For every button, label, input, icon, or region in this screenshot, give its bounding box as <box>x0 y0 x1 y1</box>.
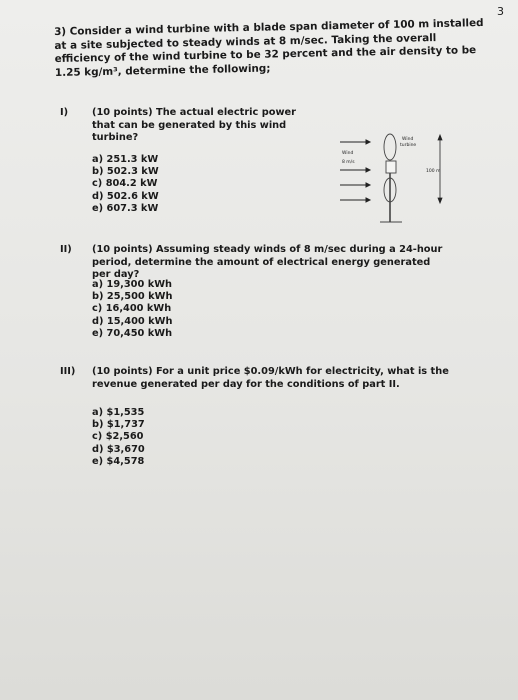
choice-3e: e) $4,578 <box>92 455 145 467</box>
wind-arrowhead-1 <box>366 140 370 144</box>
wind-arrowhead-3 <box>366 183 370 187</box>
turbine-label-line1: Wind <box>402 137 414 142</box>
wind-arrowhead-2 <box>366 168 370 172</box>
choice-2e: e) 70,450 kWh <box>92 327 173 339</box>
span-label: 100 m <box>426 169 441 174</box>
part-1-choices <box>92 154 159 215</box>
part-3-question <box>92 366 452 391</box>
turbine-label-line2: turbine <box>400 143 417 148</box>
wind-speed-label: 8 m/s <box>342 160 355 165</box>
choice-2a: a) 19,300 kWh <box>92 279 173 290</box>
wind-arrowhead-4 <box>366 198 370 202</box>
choice-1c: c) 804.2 kW <box>92 178 158 190</box>
part-1-points: (10 points) <box>92 107 153 118</box>
choice-3d: d) $3,670 <box>92 443 145 455</box>
wind-label: Wind <box>342 151 354 156</box>
choice-2d: d) 15,400 kWh <box>92 315 173 327</box>
part-1-numeral: I) <box>60 107 69 118</box>
choice-1b: b) 502.3 kW <box>92 166 159 178</box>
choice-3c: c) $2,560 <box>92 431 144 443</box>
part-2-question <box>92 244 452 282</box>
problem-statement: 3) Consider a wind turbine with a blade span diameter of 100 m installed at a site subjected to steady winds at 8 m/sec. Taking the overall efficiency of the wind turbine to be 32 percent and the air density to be 1.25 kg/m³, determine the following; <box>54 17 484 79</box>
turbine-rotor <box>380 134 402 222</box>
wind-turbine-figure <box>336 132 476 232</box>
part-1-question-text: The actual electric power that can be generated by this wind turbine? <box>92 107 296 143</box>
part-2-points: (10 points) <box>92 244 153 255</box>
part-3-points: (10 points) <box>92 366 153 377</box>
part-3-choices <box>92 407 145 468</box>
choice-2b: b) 25,500 kWh <box>92 291 173 303</box>
choice-3a: a) $1,535 <box>92 407 145 418</box>
choice-1e: e) 607.3 kW <box>92 202 159 214</box>
page-number: 3 <box>497 5 504 18</box>
part-2-question-text: Assuming steady winds of 8 m/sec during a 24-hour period, determine the amount of electrical energy generated per day? <box>92 244 443 280</box>
choice-1a: a) 251.3 kW <box>92 154 159 165</box>
part-2-choices <box>92 279 172 340</box>
choice-2c: c) 16,400 kWh <box>92 303 172 315</box>
choice-1d: d) 502.6 kW <box>92 190 159 202</box>
part-3-numeral: III) <box>60 366 76 377</box>
choice-3b: b) $1,737 <box>92 419 145 431</box>
part-1-question <box>92 107 317 145</box>
part-2-numeral: II) <box>60 244 72 255</box>
part-3-question-text: For a unit price $0.09/kWh for electricity, what is the revenue generated per day for the conditions of part II. <box>92 366 449 390</box>
